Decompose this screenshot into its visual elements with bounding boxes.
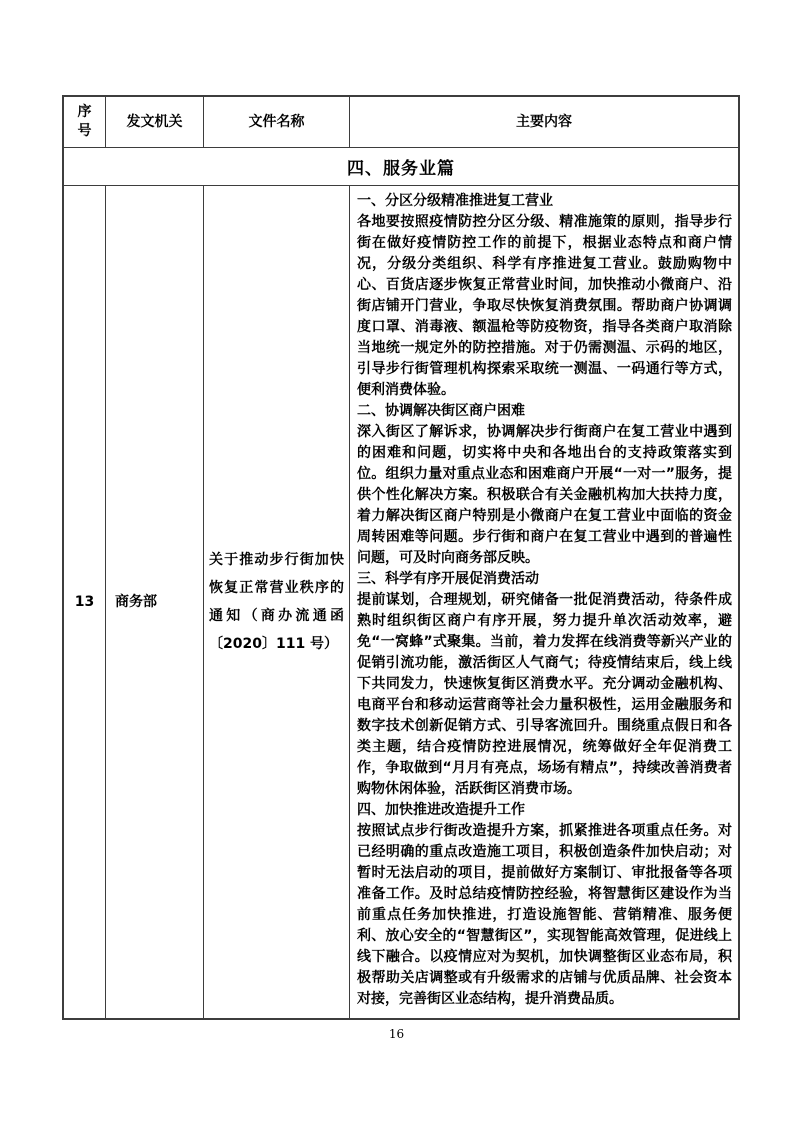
content-section-1-body: 各地要按照疫情防控分区分级、精准施策的原则，指导步行街在做好疫情防控工作的前提下，根据业态特点和商户情况，分级分类组织、科学有序推进复工营业。鼓励购物中心、百货店逐步恢复正常营业时间，加快推动小微商户、沿街店铺开门营业，争取尽快恢复消费氛围。帮助商户协调调度口罩、消毒液、额温枪等防疫物资，指导各类商户取消除当地统一规定外的防控措施。对于仍需测温、示码的地区，引导步行街管理机构探索采取统一测温、一码通行等方式，便利消费体验。 xyxy=(357,214,732,398)
cell-serial-number: 13 xyxy=(64,186,106,1018)
content-section-4-body: 按照试点步行街改造提升方案，抓紧推进各项重点任务。对已经明确的重点改造施工项目，积极创造条件加快启动；对暂时无法启动的项目，提前做好方案制订、审批报备等各项准备工作。及时总结疫情防控经验，将智慧街区建设作为当前重点任务加快推进，打造设施智能、营销精准、服务便利、放心安全的“智慧街区”，实现智能高效管理，促进线上线下融合。以疫情应对为契机，加快调整街区业态布局，积极帮助关店调整或有升级需求的店铺与优质品牌、社会资本对接，完善街区业态结构，提升消费品质。 xyxy=(357,823,732,1007)
table-header-row xyxy=(64,97,738,148)
column-header-serial xyxy=(64,97,106,147)
content-section-4-heading: 四、加快推进改造提升工作 xyxy=(357,802,525,818)
content-section-3-body: 提前谋划，合理规划，研究储备一批促消费活动，待条件成熟时组织街区商户有序开展，努力提升单次活动效率，避免“一窝蜂”式聚集。当前，着力发挥在线消费等新兴产业的促销引流功能，激活街区人气商气；待疫情结束后，线上线下共同发力，快速恢复街区消费水平。充分调动金融机构、电商平台和移动运营商等社会力量积极性，运用金融服务和数字技术创新促销方式、引导客流回升。围绕重点假日和各类主题，结合疫情防控进展情况，统筹做好全年促消费工作，争取做到“月月有亮点，场场有精点”，持续改善消费者购物休闲体验，活跃街区消费市场。 xyxy=(357,592,732,797)
column-header-agency: 发文机关 xyxy=(106,97,204,147)
cell-main-content xyxy=(350,186,738,1018)
content-section-3-heading: 三、科学有序开展促消费活动 xyxy=(357,571,539,587)
content-section-2-body: 深入街区了解诉求，协调解决步行街商户在复工营业中遇到的困难和问题，切实将中央和各地出台的支持政策落实到位。组织力量对重点业态和困难商户开展“一对一”服务，提供个性化解决方案。积极联合有关金融机构加大扶持力度，着力解决街区商户特别是小微商户在复工营业中面临的资金周转困难等问题。步行街和商户在复工营业中遇到的普遍性问题，可及时向商务部反映。 xyxy=(357,424,732,566)
column-header-docname: 文件名称 xyxy=(204,97,350,147)
content-section-2-heading: 二、协调解决街区商户困难 xyxy=(357,403,525,419)
table-row xyxy=(64,186,738,1018)
document-title-text: 关于推动步行街加快恢复正常营业秩序的通知（商办流通函〔2020〕111 号） xyxy=(209,552,344,652)
section-title-row xyxy=(64,148,738,186)
column-header-content: 主要内容 xyxy=(516,113,572,130)
column-header-serial-label: 序号 xyxy=(77,104,92,139)
content-section-1-heading: 一、分区分级精准推进复工营业 xyxy=(357,193,553,209)
cell-document-title xyxy=(204,186,350,1018)
page-number: 16 xyxy=(388,1027,405,1041)
cell-agency: 商务部 xyxy=(106,186,204,1018)
policy-table xyxy=(62,95,740,1020)
section-title: 四、服务业篇 xyxy=(347,159,455,179)
